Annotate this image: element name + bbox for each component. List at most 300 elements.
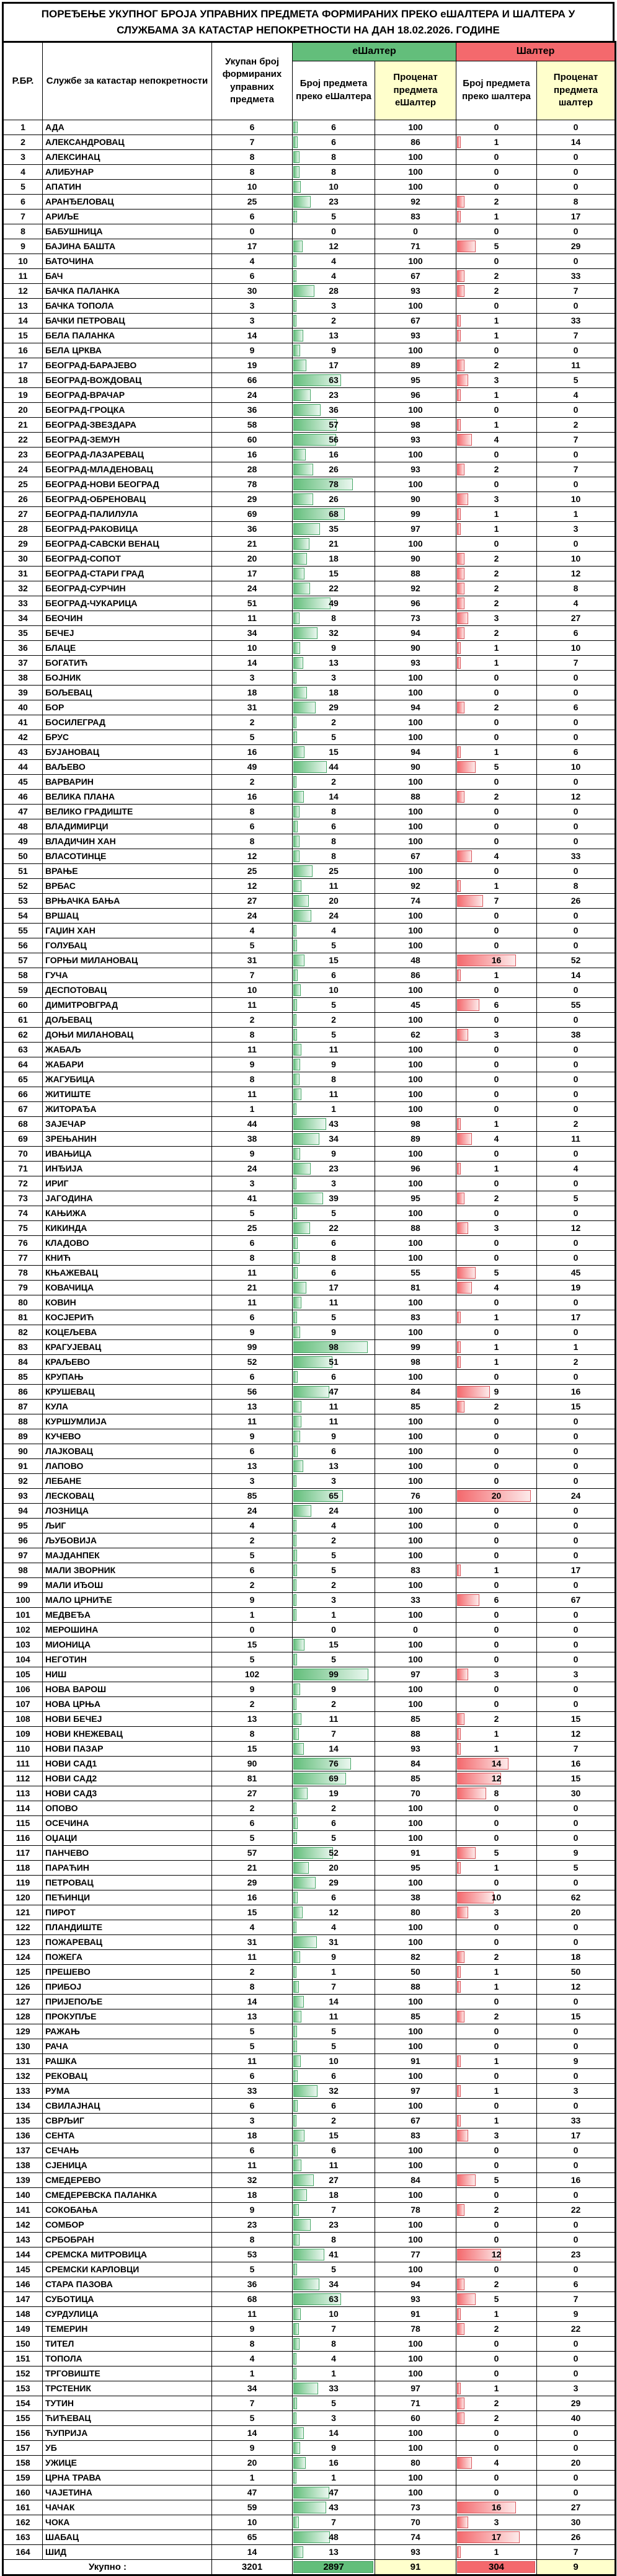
eshalter-pct-cell: 88 (375, 1220, 456, 1235)
shalter-count-cell: 0 (456, 1934, 537, 1949)
shalter-count-cell: 0 (456, 2351, 537, 2366)
shalter-databar (457, 1222, 468, 1234)
eshalter-databar (293, 895, 309, 907)
table-row (3, 759, 616, 774)
service-name-cell: ЦРНА ТРАВА (43, 2470, 212, 2485)
service-name-cell: БЕОГРАД-ОБРЕНОВАЦ (43, 492, 212, 506)
eshalter-databar (293, 2026, 297, 2037)
shalter-databar (457, 2383, 461, 2394)
shalter-count-cell: 1 (456, 655, 537, 670)
service-name-cell: ПАРАЋИН (43, 1860, 212, 1875)
eshalter-count-cell: 34 (293, 1131, 375, 1146)
total-cases-cell: 1 (212, 1607, 293, 1622)
eshalter-databar (293, 672, 296, 684)
row-number-cell: 67 (3, 1101, 43, 1116)
eshalter-databar (293, 1981, 299, 1993)
shalter-count-cell: 5 (456, 2172, 537, 2187)
total-cases-cell: 51 (212, 596, 293, 611)
eshalter-count-cell: 35 (293, 521, 375, 536)
eshalter-pct-cell: 100 (375, 685, 456, 700)
shalter-pct-cell: 0 (537, 1101, 616, 1116)
shalter-pct-cell: 67 (537, 1592, 616, 1607)
eshalter-pct-cell: 83 (375, 2128, 456, 2143)
row-number-cell: 156 (3, 2425, 43, 2440)
eshalter-count-cell: 9 (293, 1429, 375, 1444)
service-name-cell: ШИД (43, 2544, 212, 2559)
shalter-count-cell: 0 (456, 2366, 537, 2381)
eshalter-pct-cell: 0 (375, 1622, 456, 1637)
shalter-count-cell: 0 (456, 179, 537, 194)
eshalter-pct-cell: 67 (375, 849, 456, 863)
eshalter-count-cell: 26 (293, 492, 375, 506)
total-cases-cell: 81 (212, 1771, 293, 1786)
total-cases-cell: 4 (212, 2351, 293, 2366)
eshalter-databar (293, 1029, 297, 1041)
shalter-databar (457, 2546, 461, 2558)
total-cases-cell: 5 (212, 1206, 293, 1220)
shalter-count-cell: 5 (456, 2291, 537, 2306)
eshalter-pct-cell: 98 (375, 417, 456, 432)
service-name-cell: ПРИЈЕПОЉЕ (43, 1994, 212, 2009)
shalter-count-cell: 0 (456, 1622, 537, 1637)
eshalter-count-cell: 7 (293, 1726, 375, 1741)
service-name-cell: ЗРЕЊАНИН (43, 1131, 212, 1146)
row-number-cell: 51 (3, 863, 43, 878)
table-row (3, 1860, 616, 1875)
eshalter-databar (293, 1014, 296, 1026)
shalter-pct-cell: 0 (537, 670, 616, 685)
service-name-cell: КОСЈЕРИЋ (43, 1310, 212, 1325)
eshalter-pct-cell: 100 (375, 1682, 456, 1696)
eshalter-pct-cell: 100 (375, 1920, 456, 1934)
table-row (3, 2336, 616, 2351)
service-name-cell: НОВА ЦРЊА (43, 1696, 212, 1711)
eshalter-databar (293, 359, 306, 371)
shalter-count-cell: 3 (456, 1667, 537, 1682)
service-name-cell: ГАЏИН ХАН (43, 923, 212, 938)
shalter-count-cell: 12 (456, 1771, 537, 1786)
shalter-pct-cell: 0 (537, 1012, 616, 1027)
shalter-pct-cell: 0 (537, 863, 616, 878)
total-cases-cell: 36 (212, 521, 293, 536)
eshalter-databar (293, 2427, 304, 2439)
service-name-cell: МАЈДАНПЕК (43, 1548, 212, 1563)
shalter-pct-cell: 20 (537, 1905, 616, 1920)
eshalter-pct-cell: 100 (375, 2039, 456, 2053)
shalter-count-cell: 0 (456, 1325, 537, 1339)
row-number-cell: 6 (3, 194, 43, 209)
eshalter-count-cell: 24 (293, 1503, 375, 1518)
table-row (3, 536, 616, 551)
eshalter-databar (293, 2397, 297, 2409)
table-row (3, 2202, 616, 2217)
eshalter-count-cell: 7 (293, 2202, 375, 2217)
table-row (3, 1920, 616, 1934)
service-name-cell: БАЧКА ТОПОЛА (43, 298, 212, 313)
shalter-count-cell: 0 (456, 1295, 537, 1310)
table-row (3, 804, 616, 819)
shalter-pct-cell: 2 (537, 1354, 616, 1369)
shalter-databar (457, 642, 461, 654)
row-number-cell: 161 (3, 2500, 43, 2515)
table-row (3, 878, 616, 893)
eshalter-databar (293, 1698, 296, 1710)
shalter-databar (457, 1341, 461, 1353)
row-number-cell: 153 (3, 2381, 43, 2396)
table-row (3, 1875, 616, 1890)
service-name-cell: БЕОГРАД-ВОЖДОВАЦ (43, 373, 212, 387)
shalter-pct-cell: 0 (537, 1622, 616, 1637)
service-name-cell: НОВИ БЕЧЕЈ (43, 1711, 212, 1726)
eshalter-databar (293, 1207, 297, 1219)
total-cases-cell: 5 (212, 1548, 293, 1563)
eshalter-pct-cell: 95 (375, 1191, 456, 1206)
eshalter-pct-cell: 33 (375, 1592, 456, 1607)
total-cases-cell: 8 (212, 2336, 293, 2351)
service-name-cell: РАЖАЊ (43, 2024, 212, 2039)
eshalter-databar (293, 1505, 311, 1517)
table-row (3, 1325, 616, 1339)
shalter-pct-cell: 5 (537, 1860, 616, 1875)
table-row (3, 1815, 616, 1830)
shalter-databar (457, 196, 464, 208)
eshalter-pct-cell: 88 (375, 789, 456, 804)
eshalter-databar (293, 270, 296, 282)
eshalter-pct-cell: 82 (375, 1949, 456, 1964)
shalter-pct-cell: 0 (537, 536, 616, 551)
row-number-cell: 118 (3, 1860, 43, 1875)
shalter-pct-cell: 0 (537, 120, 616, 135)
shalter-count-cell: 1 (456, 1964, 537, 1979)
eshalter-pct-cell: 67 (375, 313, 456, 328)
shalter-count-cell: 2 (456, 194, 537, 209)
eshalter-count-cell: 13 (293, 328, 375, 343)
eshalter-count-cell: 47 (293, 1384, 375, 1399)
service-name-cell: БЕОГРАД-ЛАЗАРЕВАЦ (43, 447, 212, 462)
eshalter-databar (293, 2412, 296, 2424)
row-number-cell: 72 (3, 1176, 43, 1191)
shalter-count-cell: 2 (456, 700, 537, 715)
eshalter-count-cell: 18 (293, 551, 375, 566)
shalter-count-cell: 1 (456, 1116, 537, 1131)
col-header-total: Укупан број формираних управних предмета (212, 42, 293, 120)
row-number-cell: 49 (3, 834, 43, 849)
table-row (3, 774, 616, 789)
shalter-pct-cell: 3 (537, 521, 616, 536)
row-number-cell: 57 (3, 953, 43, 968)
eshalter-pct-cell: 100 (375, 343, 456, 358)
service-name-cell: ПЕЋИНЦИ (43, 1890, 212, 1905)
eshalter-pct-cell: 48 (375, 953, 456, 968)
shalter-pct-cell: 0 (537, 1072, 616, 1087)
eshalter-count-cell: 6 (293, 120, 375, 135)
eshalter-count-cell: 16 (293, 2455, 375, 2470)
table-row (3, 313, 616, 328)
eshalter-count-cell: 43 (293, 1116, 375, 1131)
table-row (3, 1890, 616, 1905)
row-number-cell: 138 (3, 2158, 43, 2172)
shalter-count-cell: 0 (456, 447, 537, 462)
table-row (3, 1711, 616, 1726)
eshalter-pct-cell: 98 (375, 1354, 456, 1369)
table-row (3, 1548, 616, 1563)
service-name-cell: ТИТЕЛ (43, 2336, 212, 2351)
total-cases-cell: 6 (212, 120, 293, 135)
shalter-pct-cell: 52 (537, 953, 616, 968)
shalter-pct-cell: 16 (537, 1384, 616, 1399)
shalter-count-cell: 2 (456, 1191, 537, 1206)
col-header-s-pct: Проценат предмета шалтер (537, 61, 616, 120)
total-cases-cell: 14 (212, 2425, 293, 2440)
eshalter-pct-cell: 100 (375, 447, 456, 462)
eshalter-pct-cell: 100 (375, 1444, 456, 1458)
service-name-cell: БРУС (43, 730, 212, 744)
total-row (3, 2559, 616, 2575)
total-cases-cell: 4 (212, 923, 293, 938)
service-name-cell: БЕОГРАД-РАКОВИЦА (43, 521, 212, 536)
shalter-databar (457, 1907, 468, 1918)
service-name-cell: БЕЧЕЈ (43, 625, 212, 640)
eshalter-count-cell: 18 (293, 2187, 375, 2202)
shalter-databar (457, 1118, 461, 1130)
shalter-pct-cell: 11 (537, 1131, 616, 1146)
eshalter-pct-cell: 100 (375, 1176, 456, 1191)
shalter-count-cell: 0 (456, 1429, 537, 1444)
eshalter-pct-cell: 80 (375, 1905, 456, 1920)
service-name-cell: СУБОТИЦА (43, 2291, 212, 2306)
row-number-cell: 7 (3, 209, 43, 224)
eshalter-databar (293, 702, 316, 713)
shalter-databar (457, 2323, 464, 2335)
shalter-databar (457, 359, 464, 371)
table-row (3, 2098, 616, 2113)
service-name-cell: КРУШЕВАЦ (43, 1384, 212, 1399)
total-cases-cell: 8 (212, 1250, 293, 1265)
row-number-cell: 56 (3, 938, 43, 953)
shalter-count-cell: 2 (456, 358, 537, 373)
total-cases-cell: 7 (212, 135, 293, 149)
row-number-cell: 25 (3, 477, 43, 492)
shalter-pct-cell: 0 (537, 2143, 616, 2158)
total-cases-cell: 41 (212, 1191, 293, 1206)
eshalter-count-cell: 5 (293, 938, 375, 953)
shalter-count-cell: 1 (456, 2306, 537, 2321)
shalter-databar (457, 2412, 464, 2424)
total-cases-cell: 18 (212, 685, 293, 700)
eshalter-pct-cell: 73 (375, 2500, 456, 2515)
eshalter-pct-cell: 100 (375, 2068, 456, 2083)
eshalter-databar (293, 2115, 296, 2127)
row-number-cell: 99 (3, 1577, 43, 1592)
shalter-count-cell: 0 (456, 1087, 537, 1101)
total-cases-cell: 17 (212, 566, 293, 581)
total-cases-cell: 11 (212, 1949, 293, 1964)
total-cases-cell: 31 (212, 1934, 293, 1949)
total-count: 3201 (212, 2559, 293, 2575)
shalter-databar (457, 1847, 476, 1859)
shalter-pct-cell: 0 (537, 2039, 616, 2053)
eshalter-databar (293, 1193, 323, 1204)
shalter-databar (457, 553, 464, 565)
total-cases-cell: 14 (212, 655, 293, 670)
total-cases-cell: 11 (212, 611, 293, 625)
row-number-cell: 14 (3, 313, 43, 328)
table-row (3, 149, 616, 164)
eshalter-pct-cell: 100 (375, 1637, 456, 1652)
shalter-count-cell: 0 (456, 1042, 537, 1057)
eshalter-pct-cell: 85 (375, 1711, 456, 1726)
eshalter-pct-cell: 67 (375, 2113, 456, 2128)
table-row (3, 685, 616, 700)
eshalter-count-cell: 6 (293, 1235, 375, 1250)
row-number-cell: 24 (3, 462, 43, 477)
service-name-cell: НОВИ САД3 (43, 1786, 212, 1801)
eshalter-pct-cell: 93 (375, 2544, 456, 2559)
shalter-count-cell: 0 (456, 1548, 537, 1563)
eshalter-databar (293, 2308, 301, 2320)
eshalter-pct-cell: 73 (375, 611, 456, 625)
table-row (3, 2425, 616, 2440)
table-row (3, 789, 616, 804)
table-row (3, 1072, 616, 1087)
shalter-databar (457, 1951, 464, 1963)
shalter-count-cell: 2 (456, 2411, 537, 2425)
shalter-count-cell: 0 (456, 1607, 537, 1622)
eshalter-pct-cell: 100 (375, 982, 456, 997)
service-name-cell: ТРСТЕНИК (43, 2381, 212, 2396)
row-number-cell: 128 (3, 2009, 43, 2024)
table-row (3, 417, 616, 432)
row-number-cell: 123 (3, 1934, 43, 1949)
eshalter-pct-cell: 100 (375, 254, 456, 268)
row-number-cell: 90 (3, 1444, 43, 1458)
table-row (3, 2262, 616, 2277)
eshalter-count-cell: 5 (293, 1652, 375, 1667)
shalter-count-cell: 2 (456, 2202, 537, 2217)
shalter-pct-cell: 0 (537, 2187, 616, 2202)
total-cases-cell: 9 (212, 1325, 293, 1339)
table-row (3, 2113, 616, 2128)
eshalter-pct-cell: 100 (375, 923, 456, 938)
shalter-databar (457, 1713, 464, 1725)
service-name-cell: ВЕЛИКО ГРАДИШТЕ (43, 804, 212, 819)
row-number-cell: 85 (3, 1369, 43, 1384)
row-number-cell: 152 (3, 2366, 43, 2381)
total-cases-cell: 32 (212, 2172, 293, 2187)
row-number-cell: 96 (3, 1533, 43, 1548)
shalter-pct-cell: 1 (537, 1339, 616, 1354)
table-row (3, 611, 616, 625)
total-cases-cell: 2 (212, 715, 293, 730)
shalter-count-cell: 1 (456, 506, 537, 521)
eshalter-count-cell: 57 (293, 417, 375, 432)
eshalter-count-cell: 3 (293, 298, 375, 313)
shalter-count-cell: 2 (456, 2009, 537, 2024)
table-row (3, 1354, 616, 1369)
table-row (3, 1116, 616, 1131)
table-row (3, 2291, 616, 2306)
eshalter-count-cell: 20 (293, 893, 375, 908)
shalter-pct-cell: 33 (537, 849, 616, 863)
total-cases-cell: 30 (212, 283, 293, 298)
total-cases-cell: 6 (212, 2068, 293, 2083)
total-cases-cell: 56 (212, 1384, 293, 1399)
eshalter-databar (293, 1475, 296, 1487)
table-row (3, 2232, 616, 2247)
shalter-count-cell: 0 (456, 1920, 537, 1934)
shalter-pct-cell: 0 (537, 1548, 616, 1563)
shalter-count-cell: 0 (456, 2485, 537, 2500)
eshalter-pct-cell: 100 (375, 834, 456, 849)
eshalter-count-cell: 1 (293, 2470, 375, 2485)
row-number-cell: 75 (3, 1220, 43, 1235)
eshalter-databar (293, 2531, 330, 2543)
table-row (3, 2470, 616, 2485)
eshalter-databar (293, 955, 304, 966)
table-row (3, 1176, 616, 1191)
shalter-pct-cell: 0 (537, 1533, 616, 1548)
eshalter-count-cell: 23 (293, 1161, 375, 1176)
row-number-cell: 5 (3, 179, 43, 194)
eshalter-pct-cell: 100 (375, 730, 456, 744)
shalter-pct-cell: 0 (537, 982, 616, 997)
total-s-pct: 9 (537, 2559, 616, 2575)
eshalter-databar (293, 1163, 311, 1175)
eshalter-databar (293, 1118, 326, 1130)
shalter-pct-cell: 0 (537, 2232, 616, 2247)
shalter-pct-cell: 0 (537, 1518, 616, 1533)
shalter-pct-cell: 7 (537, 655, 616, 670)
shalter-databar (457, 1267, 476, 1279)
eshalter-pct-cell: 92 (375, 878, 456, 893)
row-number-cell: 102 (3, 1622, 43, 1637)
shalter-pct-cell: 12 (537, 789, 616, 804)
row-number-cell: 42 (3, 730, 43, 744)
shalter-count-cell: 0 (456, 1176, 537, 1191)
eshalter-databar (293, 969, 298, 981)
eshalter-count-cell: 5 (293, 2396, 375, 2411)
row-number-cell: 131 (3, 2053, 43, 2068)
service-name-cell: МЕРОШИНА (43, 1622, 212, 1637)
total-cases-cell: 15 (212, 1905, 293, 1920)
shalter-count-cell: 8 (456, 1786, 537, 1801)
total-cases-cell: 14 (212, 2544, 293, 2559)
table-row (3, 209, 616, 224)
total-cases-cell: 68 (212, 2291, 293, 2306)
service-name-cell: БЕОГРАД-СУРЧИН (43, 581, 212, 596)
row-number-cell: 106 (3, 1682, 43, 1696)
table-row (3, 2411, 616, 2425)
eshalter-databar (293, 300, 296, 312)
eshalter-databar (293, 1103, 296, 1115)
service-name-cell: ОСЕЧИНА (43, 1815, 212, 1830)
shalter-databar (457, 240, 476, 252)
service-name-cell: ЉУБОВИЈА (43, 1533, 212, 1548)
table-row (3, 1741, 616, 1756)
table-row (3, 2158, 616, 2172)
table-row (3, 1473, 616, 1488)
total-cases-cell: 2 (212, 1577, 293, 1592)
row-number-cell: 150 (3, 2336, 43, 2351)
table-row (3, 997, 616, 1012)
eshalter-count-cell: 6 (293, 1890, 375, 1905)
total-cases-cell: 9 (212, 1057, 293, 1072)
shalter-count-cell: 0 (456, 1503, 537, 1518)
shalter-count-cell: 0 (456, 1682, 537, 1696)
shalter-databar (457, 969, 461, 981)
eshalter-count-cell: 24 (293, 908, 375, 923)
row-number-cell: 146 (3, 2277, 43, 2291)
